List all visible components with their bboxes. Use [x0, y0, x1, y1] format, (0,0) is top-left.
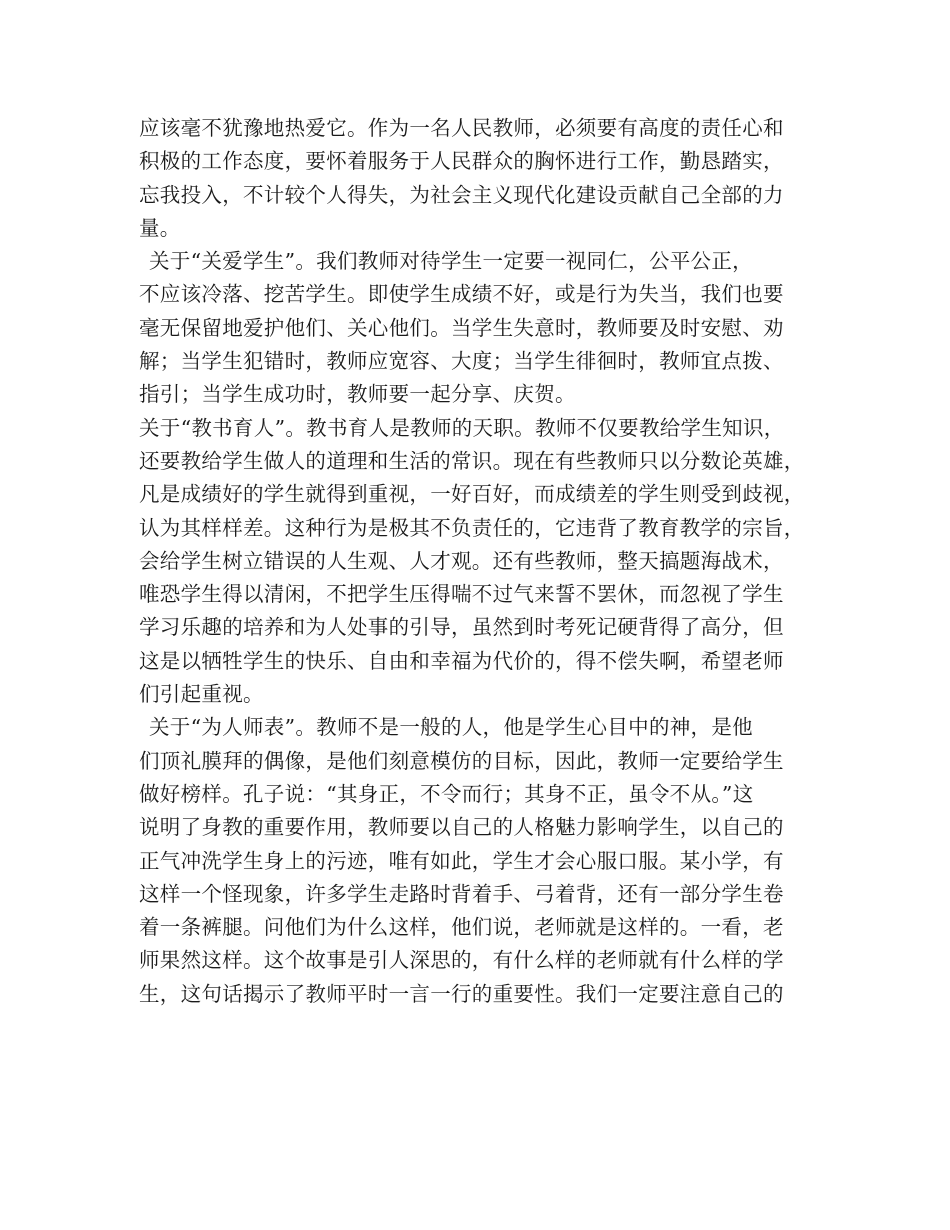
text-line: 会给学生树立错误的人生观、人才观。还有些教师，整天搞题海战术， [139, 548, 784, 573]
text-line: 关于“教书育人”。教书育人是教师的天职。教师不仅要教给学生知识， [139, 415, 785, 440]
text-line: 们引起重视。 [139, 682, 264, 707]
text-line: 凡是成绩好的学生就得到重视，一好百好，而成绩差的学生则受到歧视， [139, 482, 805, 507]
text-line: 毫无保留地爱护他们、关心他们。当学生失意时，教师要及时安慰、劝 [139, 315, 784, 340]
text-line: 说明了身教的重要作用，教师要以自己的人格魅力影响学生，以自己的 [139, 815, 784, 840]
text-line: 指引；当学生成功时，教师要一起分享、庆贺。 [139, 382, 576, 407]
text-line: 着一条裤腿。问他们为什么这样，他们说，老师就是这样的。一看，老 [139, 915, 784, 940]
text-line: 量。 [139, 215, 181, 240]
text-line: 这是以牺牲学生的快乐、自由和幸福为代价的，得不偿失啊，希望老师 [139, 648, 784, 673]
text-line: 关于“关爱学生”。我们教师对待学生一定要一视同仁，公平公正， [149, 249, 753, 274]
text-line: 认为其样样差。这种行为是极其不负责任的，它违背了教育教学的宗旨， [139, 515, 805, 540]
text-line: 生，这句话揭示了教师平时一言一行的重要性。我们一定要注意自己的 [139, 981, 784, 1006]
text-line: 做好榜样。孔子说：“其身正，不令而行；其身不正，虽令不从。”这 [139, 781, 754, 806]
text-line: 应该毫不犹豫地热爱它。作为一名人民教师，必须要有高度的责任心和 [139, 116, 784, 140]
text-line: 解；当学生犯错时，教师应宽容、大度；当学生徘徊时，教师宜点拨、 [139, 349, 784, 374]
text-line: 还要教给学生做人的道理和生活的常识。现在有些教师只以分数论英雄， [139, 448, 805, 473]
text-line: 师果然这样。这个故事是引人深思的，有什么样的老师就有什么样的学 [139, 948, 784, 973]
text-line: 正气冲洗学生身上的污迹，唯有如此，学生才会心服口服。某小学，有 [139, 848, 784, 873]
text-line: 学习乐趣的培养和为人处事的引导，虽然到时考死记硬背得了高分，但 [139, 615, 784, 640]
text-line: 积极的工作态度，要怀着服务于人民群众的胸怀进行工作，勤恳踏实， [139, 149, 784, 174]
text-line: 这样一个怪现象，许多学生走路时背着手、弓着背，还有一部分学生卷 [139, 881, 784, 906]
text-line: 唯恐学生得以清闲，不把学生压得喘不过气来誓不罢休，而忽视了学生 [139, 582, 784, 607]
text-line: 忘我投入，不计较个人得失，为社会主义现代化建设贡献自己全部的力 [139, 182, 784, 207]
document-body [139, 112, 819, 1011]
text-line: 不应该冷落、挖苦学生。即使学生成绩不好，或是行为失当，我们也要 [139, 282, 784, 307]
text-line: 关于“为人师表”。教师不是一般的人，他是学生心目中的神，是他 [149, 715, 753, 740]
text-line: 们顶礼膜拜的偶像，是他们刻意模仿的目标，因此，教师一定要给学生 [139, 748, 784, 773]
